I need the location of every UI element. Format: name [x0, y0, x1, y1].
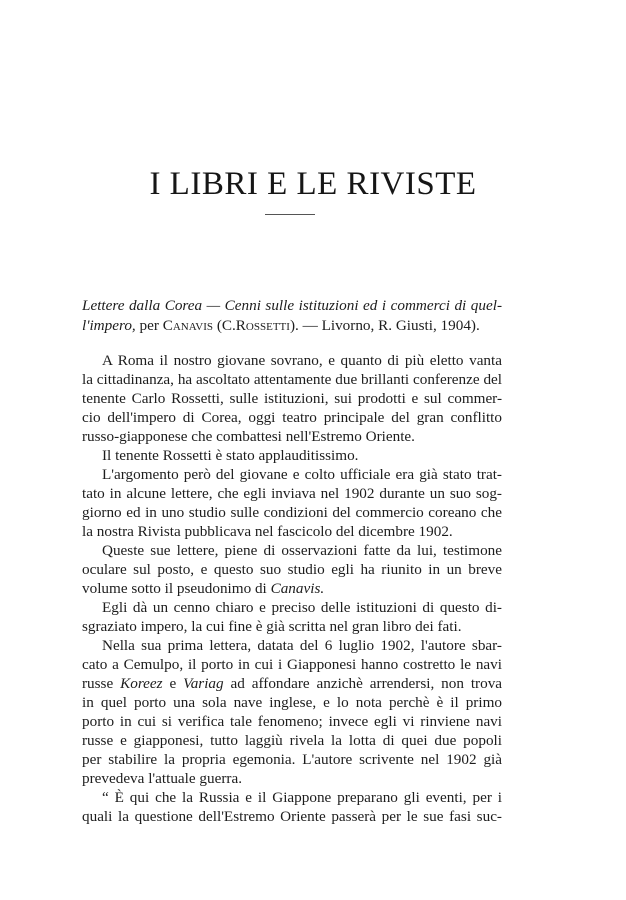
ship-name: Variag	[183, 675, 224, 692]
paragraph-line: cio dell'impero di Corea, oggi teatro principale del gran conflitto	[82, 409, 502, 426]
citation-publisher: ). — Livorno, R. Giusti, 1904).	[289, 317, 480, 334]
citation-title: Lettere dalla Corea — Cenni sulle istituzioni ed i commerci di quel-	[82, 297, 502, 314]
paragraph-line: giorno ed in uno studio sulle condizioni del commercio coreano che	[82, 504, 502, 521]
paragraph-text: e	[169, 675, 177, 692]
paragraph-line: la cittadinanza, ha ascoltato attentamente due brillanti conferenze del	[82, 371, 502, 388]
ship-name: Koreez	[120, 675, 163, 692]
paragraph-line: russe e giapponesi, tutto laggiù rivela la lotta di quei due popoli	[82, 732, 502, 749]
paragraph-line: tato in alcune lettere, che egli inviava nel 1902 durante un suo sog-	[82, 485, 502, 502]
pseudonym-text: Canavis.	[270, 580, 325, 597]
paragraph-line: in quel porto una sola nave inglese, e lo nota perchè è il primo	[82, 694, 502, 711]
paragraph-line: porto in cui si verifica tale fenomeno; invece egli vi rinviene navi	[82, 713, 502, 730]
paragraph-line: Nella sua prima lettera, datata del 6 luglio 1902, l'autore sbar-	[102, 637, 502, 654]
paragraph-line: A Roma il nostro giovane sovrano, e quanto di più eletto vanta	[102, 352, 502, 369]
paragraph-line: Egli dà un cenno chiaro e preciso delle istituzioni di questo di-	[102, 599, 502, 616]
paragraph-line: Queste sue lettere, piene di osservazioni fatte da lui, testimone	[102, 542, 502, 559]
paragraph-line: russo-giapponese che combattesi nell'Estremo Oriente.	[82, 428, 415, 445]
paragraph-line: per stabilire la propria egemonia. L'autore scrivente nel 1902 già	[82, 751, 502, 768]
citation-line-2	[82, 316, 502, 335]
title-divider	[265, 214, 315, 215]
citation-per: per	[139, 317, 159, 334]
paragraph-line: oculare sul posto, e questo suo studio egli ha riunito in un breve	[82, 561, 502, 578]
citation-line-1	[82, 296, 502, 315]
paragraph-line: sgraziato impero, la cui fine è già scritta nel gran libro dei fati.	[82, 618, 462, 635]
paragraph-line: “ È qui che la Russia e il Giappone preparano gli eventi, per i	[102, 789, 502, 806]
page-title: I LIBRI E LE RIVISTE	[149, 166, 477, 202]
paragraph-line: la nostra Rivista pubblicava nel fascicolo del dicembre 1902.	[82, 523, 453, 540]
paragraph-line: L'argomento però del giovane e colto ufficiale era già stato trat-	[102, 466, 502, 483]
paragraph-line	[82, 579, 502, 598]
citation-author: Rossetti	[235, 317, 290, 334]
paragraph-text: ad affondare anzichè arrendersi, non trova	[230, 675, 502, 692]
citation-pseudonym: Canavis	[162, 317, 214, 334]
paragraph-line: cato a Cemulpo, il porto in cui i Giapponesi hanno costretto le navi	[82, 656, 502, 673]
citation-title-end: l'impero,	[82, 317, 136, 334]
paragraph-line: prevedeva l'attuale guerra.	[82, 770, 243, 787]
paragraph-line	[82, 674, 502, 693]
paragraph-line: Il tenente Rossetti è stato applauditissimo.	[102, 447, 359, 464]
paragraph-line: tenente Carlo Rossetti, sulle istituzioni, sui prodotti e sul commer-	[82, 390, 502, 407]
citation-paren: (C.	[216, 317, 236, 334]
paragraph-text: russe	[82, 675, 114, 692]
paragraph-line: quali la questione dell'Estremo Oriente passerà per le sue fasi suc-	[82, 808, 502, 825]
paragraph-text: volume sotto il pseudonimo di	[82, 580, 267, 597]
